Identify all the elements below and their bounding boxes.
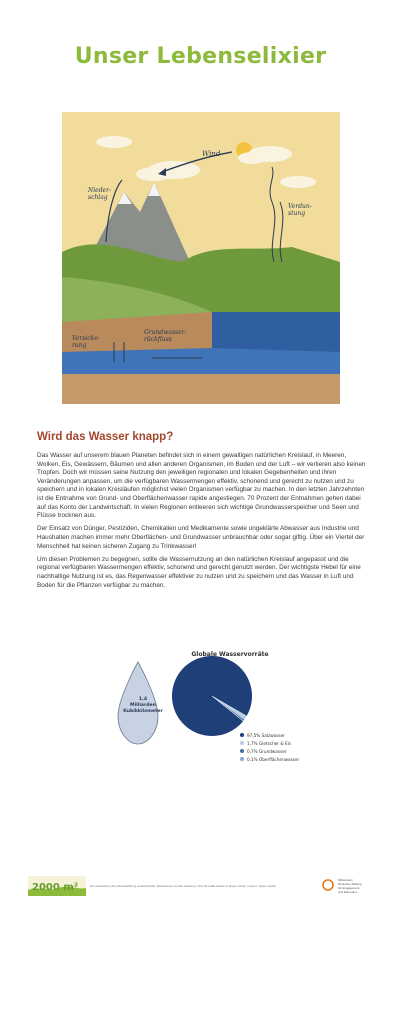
legend-swatch — [240, 741, 244, 745]
legend-item — [240, 731, 299, 739]
svg-text:2000 m²: 2000 m² — [32, 882, 79, 893]
drop-label-line: Milliarden — [130, 703, 156, 708]
sponsor-text-line: und Ehrenamt — [338, 890, 357, 894]
sponsor-text-line: Mitbereiten — [338, 878, 353, 882]
legend-swatch — [240, 757, 244, 761]
sponsor-text-line: für Engagement — [338, 886, 360, 890]
label-niederschlag: Nieder-schlag — [88, 187, 112, 201]
exhibition-logo — [28, 876, 86, 896]
sponsor-text-line: Deutsche Stiftung — [338, 882, 362, 886]
lake — [212, 312, 340, 352]
legend-label: 97,5% Salzwasser — [247, 732, 285, 738]
paragraph-1: Das Wasser auf unserem blauen Planeten befindet sich in einem gewaltigen natürlichen Kreislauf, in Meeren, Wolken, Eis, Gewässern, Bäumen und allen anderen Organismen, im Boden und der Luft – wir verlieren also keinen Tropfen. Doch wir müssen seine Nutzung den jeweiligen regionalen und lokalen Gegebenheiten und ihren Veränderungen anpassen, um die verfügbaren Wassermengen effektiv, schonend und gerecht zu nutzen und zu speichern und in lokalen Kreisläufen möglichst vielen Organismen verfügbar zu machen. In den letzten Jahrzehnten ist die Entnahme von Grund- und Oberflächenwasser rapide angestiegen. 70 Prozent der Entnahmen gehen dabei auf das Konto der Landwirtschaft. In vielen Regionen entleeren sich wichtige Grundwasserspeicher und Seen und Flüsse trocknen aus. — [37, 452, 366, 520]
page-title: Unser Lebenselixier — [74, 44, 327, 69]
paragraph-3: Um diesen Problemen zu begegnen, sollte die Wassernutzung an den natürlichen Kreislauf angepasst und die regional verfügbaren Wassermengen effektiv, schonend und gerecht genutzt werden. Der wichtigste Hebel für eine nachhaltige Nutzung ist es, das Regenwasser effektiver zu nutzen und zu speichern und das Wasser in Luft und Boden für die Pflanzen verfügbar zu machen. — [37, 555, 361, 589]
sponsor-icon — [322, 878, 334, 892]
label-grundwasser: Grundwasser-rückfluss — [144, 329, 187, 343]
chart-legend — [240, 731, 299, 763]
chart-title: Globale Wasservorräte — [191, 651, 269, 658]
water-cycle-illustration — [62, 112, 340, 404]
legend-swatch — [240, 733, 244, 737]
legend-label: 1,7% Gletscher & Eis — [247, 740, 291, 746]
label-wind: Wind — [202, 150, 221, 158]
ground-bottom — [62, 374, 340, 404]
legend-item — [240, 739, 299, 747]
footer-credit: Eine Ausstellung der Zukunftsstiftung Landwirtschaft | Illustrationen: Annika Huskamp | Text: Benedikt Haerlin & Jasper Jordan | Layout: Jasper Jordan — [90, 884, 277, 888]
drop-label-line: Kubikkilometer — [123, 709, 163, 714]
sponsor-logo — [322, 878, 362, 894]
groundwater-layer — [62, 348, 340, 374]
legend-label: 0,7% Grundwasser — [247, 748, 287, 754]
legend-item — [240, 747, 299, 755]
drop-label-line: 1,4 — [138, 697, 148, 702]
cloud — [280, 176, 316, 188]
legend-swatch — [240, 749, 244, 753]
label-verdunstung: Verdun-stung — [288, 203, 312, 217]
section-heading: Wird das Wasser knapp? — [37, 431, 174, 443]
sponsor-text — [338, 878, 362, 894]
cloud — [96, 136, 132, 148]
legend-label: 0,1% Oberflächenwasser — [247, 756, 300, 762]
body-text — [37, 452, 367, 595]
label-versickerung: Versicke-rung — [72, 335, 100, 349]
cloud — [238, 152, 266, 164]
drop-label — [120, 697, 166, 715]
legend-item — [240, 755, 299, 763]
cloud — [136, 167, 172, 181]
paragraph-2: Der Einsatz von Dünger, Pestiziden, Chemikalien und Medikamente sowie ungeklärte Abwasser aus Industrie und Haushalten machen immer mehr Oberflächen- und Grundwasser unbrauchbar oder sogar giftig. Über ein Viertel der Menschheit hat keinen sicheren Zugang zu Trinkwasser! — [37, 525, 365, 550]
